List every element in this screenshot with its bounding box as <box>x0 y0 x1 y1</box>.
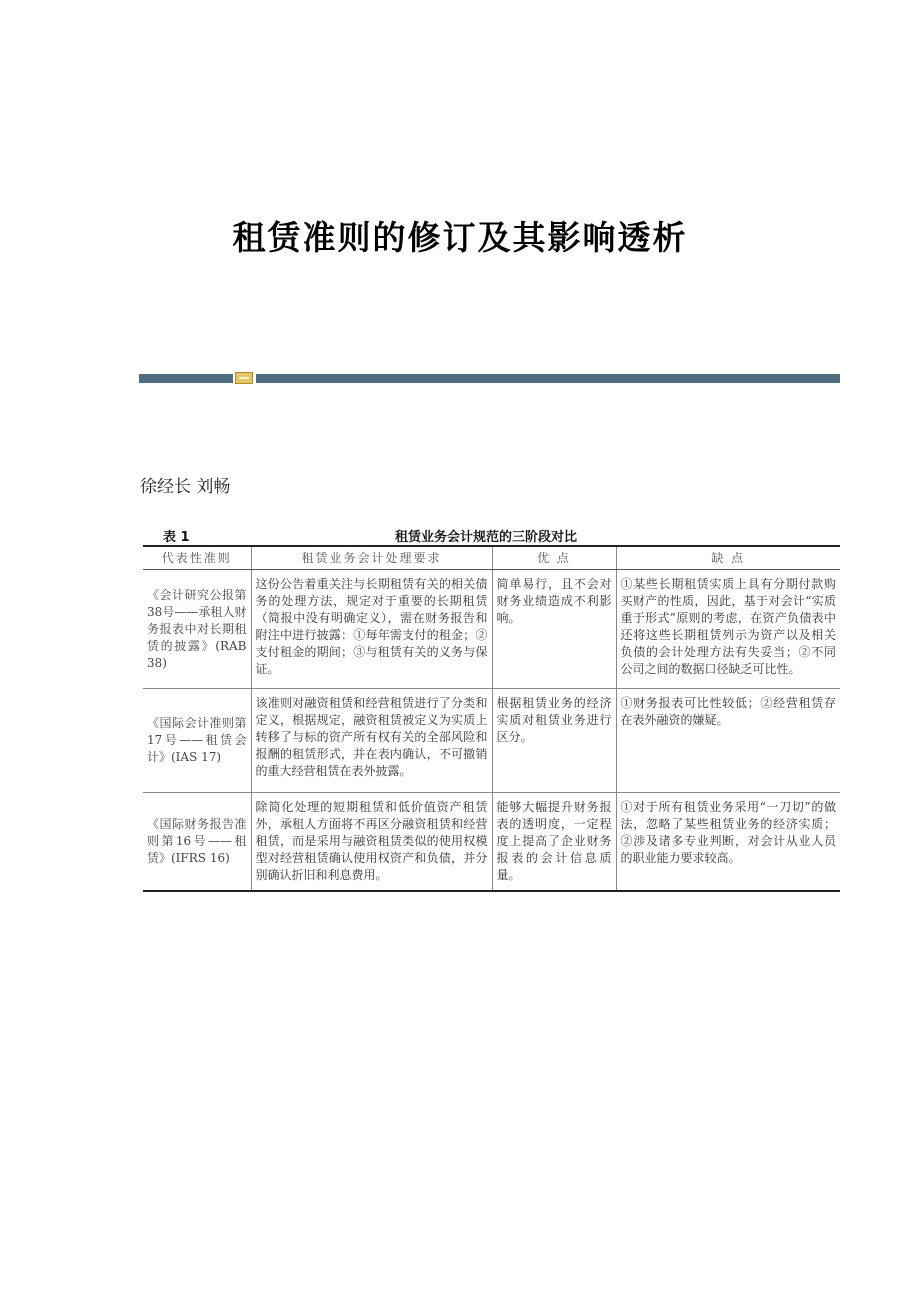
table-row <box>143 689 840 793</box>
cell-advantage: 能够大幅提升财务报表的透明度，一定程度上提高了企业财务报表的会计信息质量。 <box>492 793 616 892</box>
ornament-icon <box>235 372 253 384</box>
cell-requirement: 这份公告着重关注与长期租赁有关的相关债务的处理方法，规定对于重要的长期租赁（简报中没有明确定义），需在财务报告和附注中进行披露：①每年需支付的租金；②支付租金的期间；③与租赁有关的义务与保证。 <box>251 570 492 689</box>
cell-disadvantage: ①某些长期租赁实质上具有分期付款购买财产的性质，因此，基于对会计“实质重于形式”原则的考虑，在资产负债表中还将这些长期租赁列示为资产以及相关负债的会计处理方法有失妥当；②不同公司之间的数据口径缺乏可比性。 <box>616 570 840 689</box>
document-title: 租赁准则的修订及其影响透析 <box>232 218 688 257</box>
header-requirement: 租赁业务会计处理要求 <box>251 546 492 570</box>
cell-standard: 《国际财务报告准则第16号——租赁》(IFRS 16) <box>143 793 251 892</box>
table-caption <box>143 526 840 546</box>
table-header-row <box>143 546 840 570</box>
cell-standard: 《会计研究公报第38号——承租人财务报表中对长期租赁的披露》(RAB 38) <box>143 570 251 689</box>
comparison-table <box>143 545 840 892</box>
header-advantage: 优 点 <box>492 546 616 570</box>
header-disadvantage: 缺 点 <box>616 546 840 570</box>
cell-requirement: 该准则对融资租赁和经营租赁进行了分类和定义，根据规定，融资租赁被定义为实质上转移了与标的资产所有权有关的全部风险和报酬的租赁形式，并在表内确认，不可撤销的重大经营租赁在表外披露。 <box>251 689 492 793</box>
header-standard: 代表性准则 <box>143 546 251 570</box>
cell-disadvantage: ①财务报表可比性较低；②经营租赁存在表外融资的嫌疑。 <box>616 689 840 793</box>
cell-advantage: 简单易行，且不会对财务业绩造成不利影响。 <box>492 570 616 689</box>
cell-advantage: 根据租赁业务的经济实质对租赁业务进行区分。 <box>492 689 616 793</box>
table-caption-text: 租赁业务会计规范的三阶段对比 <box>395 530 578 545</box>
cell-standard: 《国际会计准则第17号——租赁会计》(IAS 17) <box>143 689 251 793</box>
cell-requirement: 除简化处理的短期租赁和低价值资产租赁外，承租人方面将不再区分融资租赁和经营租赁，而是采用与融资租赁类似的使用权模型对经营租赁确认使用权资产和负债，并分别确认折旧和利息费用。 <box>251 793 492 892</box>
authors: 徐经长 刘畅 <box>140 477 231 497</box>
cell-disadvantage: ①对于所有租赁业务采用“一刀切”的做法，忽略了某些租赁业务的经济实质；②涉及诸多专业判断，对会计从业人员的职业能力要求较高。 <box>616 793 840 892</box>
table-number: 表 1 <box>163 530 190 545</box>
decorative-rule-right <box>256 374 840 383</box>
table-row <box>143 570 840 689</box>
table-row <box>143 793 840 892</box>
decorative-rule-left <box>139 374 233 383</box>
